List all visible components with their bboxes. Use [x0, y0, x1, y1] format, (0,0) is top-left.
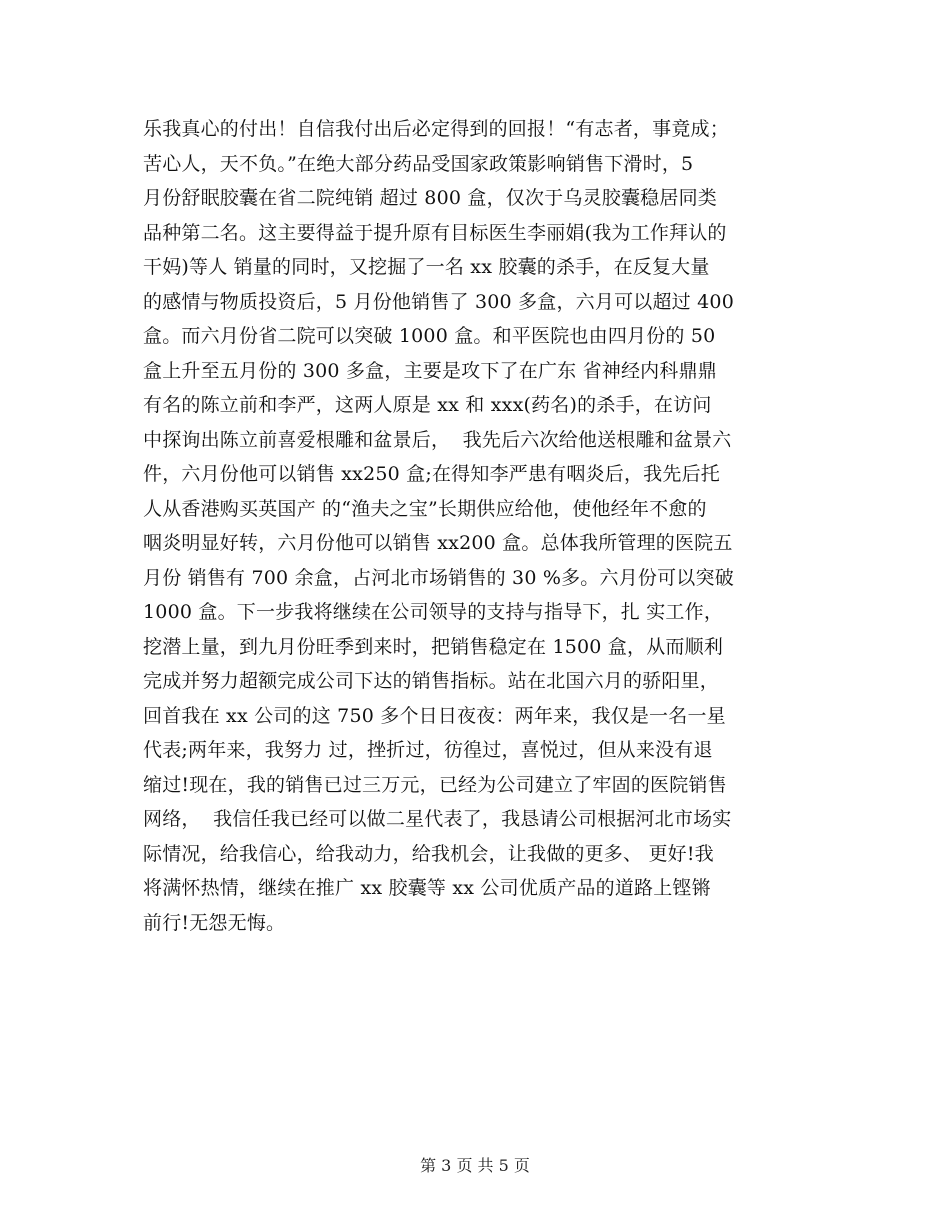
text-line: 回首我在 xx 公司的这 750 多个日日夜夜：两年来，我仅是一名一星 [143, 704, 726, 727]
text-line: 中探询出陈立前喜爱根雕和盆景后， 我先后六次给他送根雕和盆景六 [143, 428, 732, 451]
text-line: 月份 销售有 700 余盒，占河北市场销售的 30 %多。六月份可以突破 [143, 566, 734, 589]
text-line: 件，六月份他可以销售 xx250 盒;在得知李严患有咽炎后，我先后托 [143, 463, 720, 485]
text-line: 缩过!现在，我的销售已过三万元，已经为公司建立了牢固的医院销售 [143, 773, 727, 796]
text-line: 品种第二名。这主要得益于提升原有目标医生李丽娟(我为工作拜认的 [143, 221, 727, 244]
text-line: 挖潜上量，到九月份旺季到来时，把销售稳定在 1500 盒，从而顺利 [143, 635, 724, 658]
text-line: 前行!无怨无悔。 [143, 911, 286, 934]
body-text [143, 112, 823, 940]
text-line: 的感情与物质投资后，5 月份他销售了 300 多盒，六月可以超过 400 [143, 290, 734, 313]
text-line: 咽炎明显好转，六月份他可以销售 xx200 盒。总体我所管理的医院五 [143, 532, 733, 554]
text-line: 代表;两年来，我努力 过，挫折过，彷徨过，喜悦过，但从来没有退 [143, 739, 713, 761]
text-line: 干妈)等人 销量的同时，又挖掘了一名 xx 胶囊的杀手，在反复大量 [143, 256, 710, 278]
text-line: 盒上升至五月份的 300 多盒，主要是攻下了在广东 省神经内科鼎鼎 [143, 359, 717, 382]
text-line: 月份舒眠胶囊在省二院纯销 超过 800 盒，仅次于乌灵胶囊稳居同类 [143, 187, 717, 209]
page-number-footer: 第 3 页 共 5 页 [420, 1156, 530, 1175]
text-line: 盒。而六月份省二院可以突破 1000 盒。和平医院也由四月份的 50 [143, 325, 716, 347]
text-line: 苦心人，天不负。”在绝大部分药品受国家政策影响销售下滑时，5 [143, 152, 694, 175]
text-line: 将满怀热情，继续在推广 xx 胶囊等 xx 公司优质产品的道路上铿锵 [143, 877, 711, 899]
text-line: 人从香港购买英国产 的“渔夫之宝”长期供应给他，使他经年不愈的 [143, 497, 707, 520]
text-line: 1000 盒。下一步我将继续在公司领导的支持与指导下，扎 实工作， [143, 601, 724, 623]
text-line: 乐我真心的付出！自信我付出后必定得到的回报！“有志者，事竟成； [143, 118, 729, 140]
text-line: 有名的陈立前和李严，这两人原是 xx 和 xxx(药名)的杀手，在访问 [143, 394, 712, 416]
text-line: 网络， 我信任我已经可以做二星代表了，我恳请公司根据河北市场实 [143, 808, 732, 830]
text-line: 完成并努力超额完成公司下达的销售指标。站在北国六月的骄阳里， [143, 670, 720, 692]
text-line: 际情况，给我信心，给我动力，给我机会，让我做的更多、 更好!我 [143, 842, 714, 865]
